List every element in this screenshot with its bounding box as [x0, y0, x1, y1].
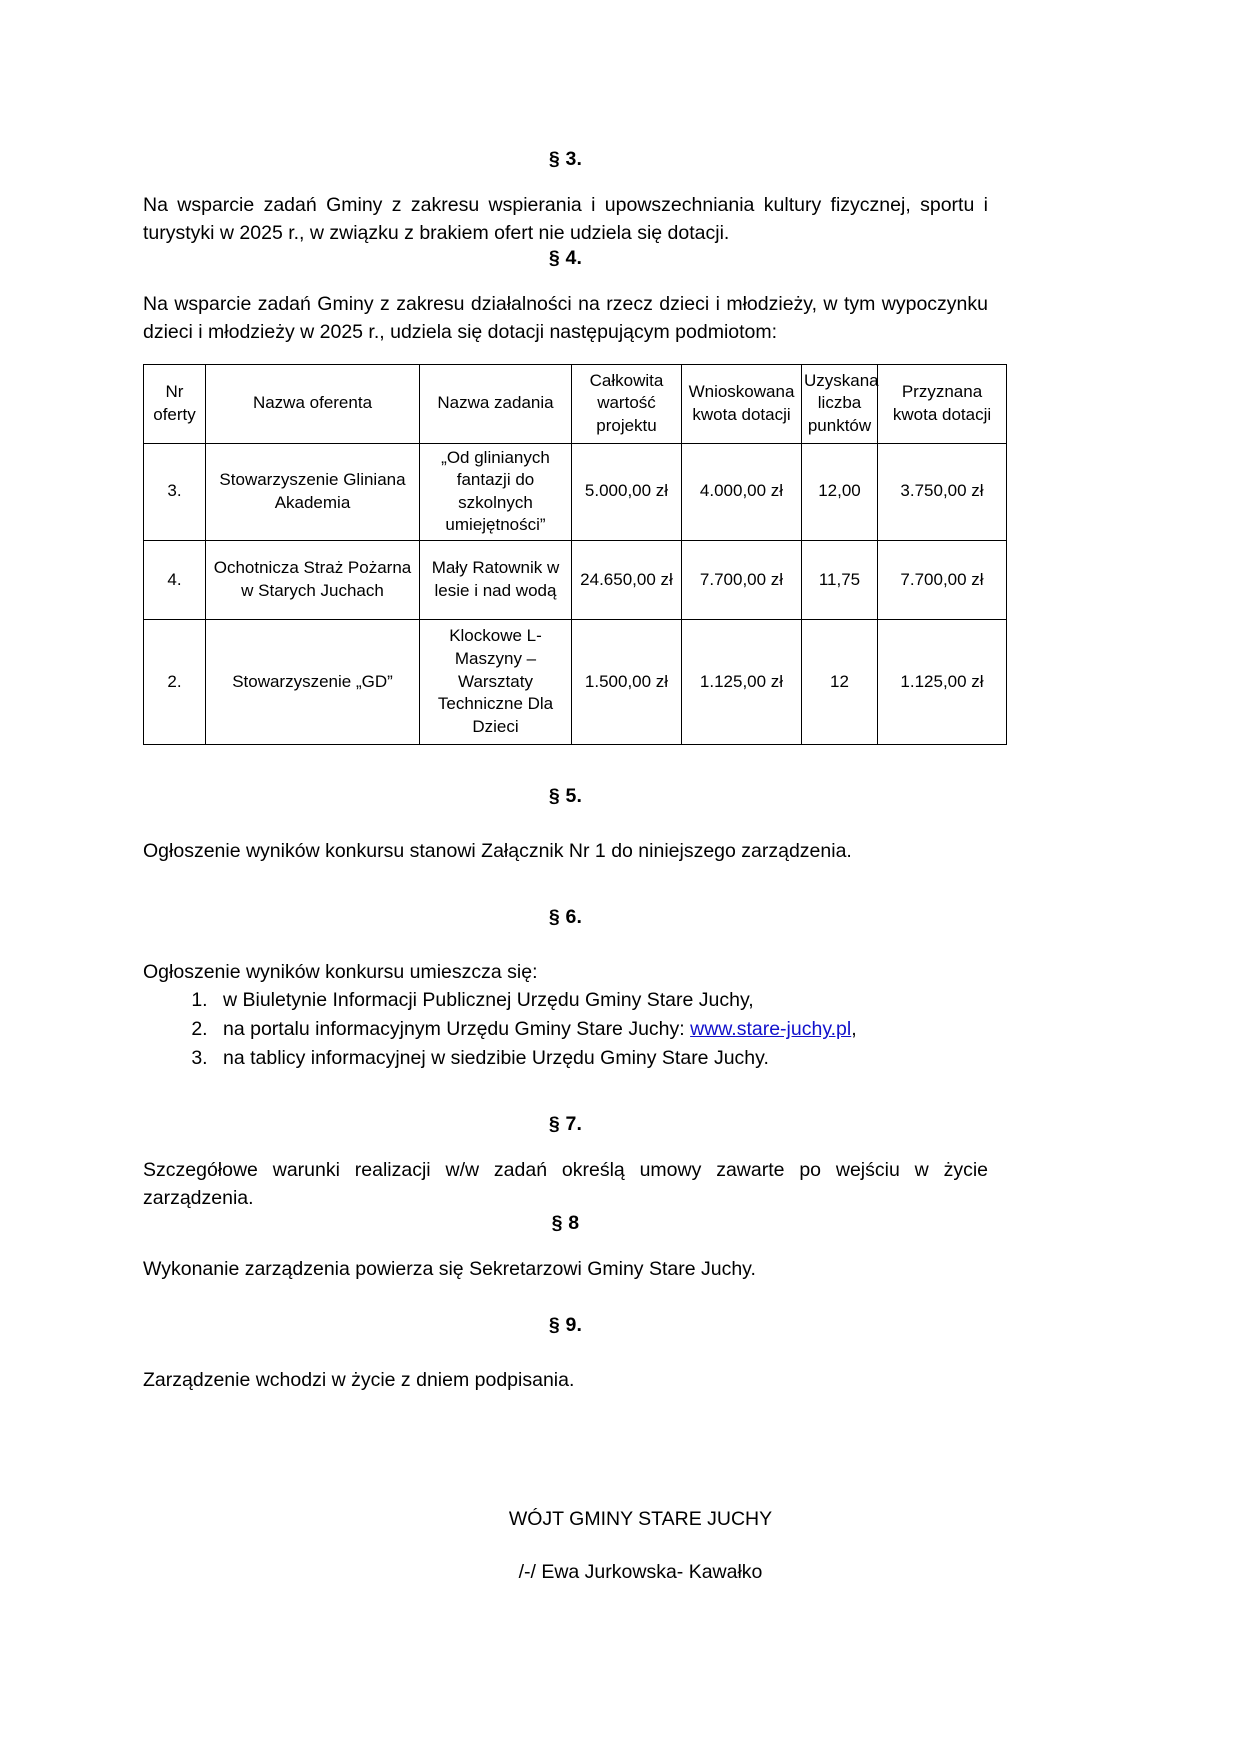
section-paragraph-9: Zarządzenie wchodzi w życie z dniem podpisania.	[143, 1369, 575, 1392]
cell-calkowita: 1.500,00 zł	[572, 620, 682, 745]
table-header-row	[144, 364, 1007, 443]
section-heading-4: § 4.	[548, 247, 583, 270]
section-paragraph-8: Wykonanie zarządzenia powierza się Sekretarzowi Gminy Stare Juchy.	[143, 1258, 756, 1281]
list-item-text: na portalu informacyjnym Urzędu Gminy Stare Juchy:	[223, 1018, 691, 1041]
list-item	[213, 1044, 988, 1073]
document-body	[143, 148, 992, 1395]
cell-punkty: 12,00	[802, 443, 878, 540]
signature-block	[143, 1510, 988, 1582]
results-table	[143, 364, 1007, 745]
signature-title: WÓJT GMINY STARE JUCHY	[508, 1508, 773, 1530]
section-paragraph-4: Na wsparcie zadań Gminy z zakresu działalności na rzecz dzieci i młodzieży, w tym wypoczynku dzieci i młodzieży w 2025 r., udziela się dotacji następującym podmiotom:	[143, 293, 988, 344]
list-item	[213, 986, 988, 1015]
section-paragraph-5: Ogłoszenie wyników konkursu stanowi Załącznik Nr 1 do niniejszego zarządzenia.	[143, 840, 852, 863]
spacer	[143, 1284, 988, 1314]
section-heading-8: § 8	[551, 1212, 580, 1235]
column-header-wnioskowana-kwota-dotacji: Wnioskowana kwota dotacji	[682, 364, 802, 443]
list-item	[213, 1015, 988, 1044]
section-heading-7: § 7.	[548, 1112, 583, 1135]
cell-nr: 3.	[144, 443, 206, 540]
spacer	[143, 929, 988, 959]
column-header-uzyskana-liczba-punktow: Uzyskana liczba punktów	[802, 364, 878, 443]
table-header	[144, 364, 1007, 443]
signature-name: /-/ Ewa Jurkowska- Kawałko	[518, 1560, 763, 1583]
section-heading-5: § 5.	[548, 785, 583, 808]
spacer	[143, 171, 988, 192]
cell-nr: 4.	[144, 541, 206, 620]
cell-przyznana: 3.750,00 zł	[878, 443, 1007, 540]
cell-wnioskowana: 7.700,00 zł	[682, 541, 802, 620]
cell-zadanie: Mały Ratownik w lesie i nad wodą	[420, 541, 572, 620]
cell-oferent: Stowarzyszenie „GD”	[206, 620, 420, 745]
column-header-nr-oferty: Nr oferty	[144, 364, 206, 443]
cell-przyznana: 7.700,00 zł	[878, 541, 1007, 620]
cell-oferent: Ochotnicza Straż Pożarna w Starych Juchach	[206, 541, 420, 620]
cell-nr: 2.	[144, 620, 206, 745]
spacer	[143, 1073, 988, 1113]
cell-wnioskowana: 1.125,00 zł	[682, 620, 802, 745]
website-link[interactable]: www.stare-juchy.pl	[690, 1018, 852, 1041]
cell-punkty: 12	[802, 620, 878, 745]
cell-zadanie: Klockowe L- Maszyny – Warsztaty Techniczne Dla Dzieci	[420, 620, 572, 745]
section-heading-3: § 3.	[548, 148, 583, 170]
section-paragraph-6: Ogłoszenie wyników konkursu umieszcza się:	[143, 960, 538, 983]
cell-wnioskowana: 4.000,00 zł	[682, 443, 802, 540]
cell-zadanie: „Od glinianych fantazji do szkolnych umiejętności”	[420, 443, 572, 540]
publication-channels-list	[143, 986, 988, 1073]
list-item-text: w Biuletynie Informacji Publicznej Urzędu Gminy Stare Juchy,	[223, 989, 754, 1012]
cell-oferent: Stowarzyszenie Gliniana Akademia	[206, 443, 420, 540]
spacer	[143, 1337, 988, 1367]
cell-przyznana: 1.125,00 zł	[878, 620, 1007, 745]
section-paragraph-7: Szczegółowe warunki realizacji w/w zadań określą umowy zawarte po wejściu w życie zarządzenia.	[143, 1158, 988, 1209]
section-heading-9: § 9.	[548, 1314, 583, 1337]
spacer	[143, 1235, 988, 1256]
table-row	[144, 541, 1007, 620]
section-paragraph-3: Na wsparcie zadań Gminy z zakresu wspierania i upowszechniania kultury fizycznej, sportu i turystyki w 2025 r., w związku z brakiem ofert nie udziela się dotacji.	[143, 194, 988, 244]
list-item-text: na tablicy informacyjnej w siedzibie Urzędu Gminy Stare Juchy.	[223, 1047, 769, 1070]
table-body	[144, 443, 1007, 744]
spacer	[143, 866, 988, 906]
cell-calkowita: 24.650,00 zł	[572, 541, 682, 620]
column-header-nazwa-zadania: Nazwa zadania	[420, 364, 572, 443]
column-header-calkowita-wartosc-projektu: Całkowita wartość projektu	[572, 364, 682, 443]
cell-punkty: 11,75	[802, 541, 878, 620]
list-item-suffix: ,	[851, 1018, 857, 1041]
table-row	[144, 443, 1007, 540]
spacer	[143, 745, 988, 785]
spacer	[143, 1136, 988, 1157]
spacer	[143, 808, 988, 838]
spacer	[143, 270, 988, 291]
column-header-przyznana-kwota-dotacji: Przyznana kwota dotacji	[878, 364, 1007, 443]
column-header-nazwa-oferenta: Nazwa oferenta	[206, 364, 420, 443]
cell-calkowita: 5.000,00 zł	[572, 443, 682, 540]
table-row	[144, 620, 1007, 745]
section-heading-6: § 6.	[548, 905, 583, 928]
